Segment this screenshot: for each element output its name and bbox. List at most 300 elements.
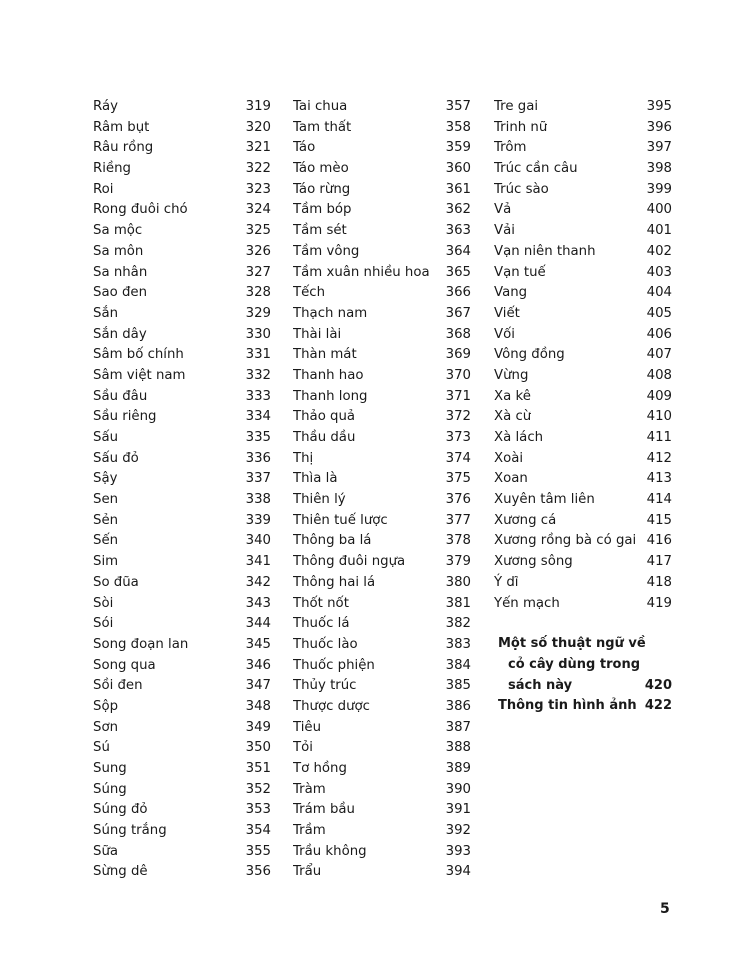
index-entry-term: Tếch (293, 285, 326, 301)
index-entry-page: 325 (245, 223, 271, 239)
index-entry-page: 336 (245, 450, 271, 466)
index-entry-term: Thông ba lá (293, 533, 372, 549)
index-entry (494, 345, 672, 366)
index-entry-term: Thị (293, 450, 314, 466)
index-entry-page: 344 (245, 616, 271, 632)
index-entry-page: 415 (646, 512, 672, 528)
index-entry (293, 862, 471, 883)
image-info-title: Thông tin hình ảnh (498, 698, 637, 714)
index-entry (93, 283, 271, 304)
index-entry (293, 656, 471, 677)
index-entry-term: Song đoạn lan (93, 636, 189, 652)
index-entry-term: Sấu (93, 430, 119, 445)
index-entry-term: Súng trắng (93, 823, 167, 839)
index-entry-term: Tầm sét (293, 223, 347, 239)
index-entry (494, 200, 672, 221)
index-entry-term: Tiêu (293, 719, 322, 735)
index-entry-page: 408 (646, 367, 672, 383)
index-entry-term: Thiên lý (293, 492, 346, 508)
index-entry-term: Sầu riêng (93, 409, 157, 425)
index-entry-term: Sừng dê (93, 864, 148, 880)
index-entry (93, 469, 271, 490)
index-entry-term: Thông đuôi ngựa (293, 554, 406, 570)
index-entry-term: Sim (93, 554, 119, 570)
index-entry-page: 332 (245, 367, 271, 383)
index-entry-page: 358 (445, 119, 471, 135)
index-entry-page: 393 (445, 843, 471, 859)
index-entry (93, 97, 271, 118)
index-entry-page: 368 (445, 326, 471, 342)
index-entry-term: Trẩu (293, 864, 322, 880)
index-entry (293, 780, 471, 801)
index-entry (293, 531, 471, 552)
index-entry-term: Rong đuôi chó (93, 202, 188, 218)
index-entry-page: 350 (245, 740, 271, 756)
index-entry-term: Táo (293, 140, 316, 156)
index-entry-term: Xa kê (494, 388, 531, 404)
index-entry-page: 400 (646, 202, 672, 218)
index-entry-term: Xà cừ (494, 409, 532, 425)
index-entry (293, 842, 471, 863)
index-entry (494, 552, 672, 573)
index-entry (93, 842, 271, 863)
index-entry-term: Thuốc phiện (293, 657, 375, 673)
index-entry (93, 118, 271, 139)
index-entry-term: Sấu đỏ (93, 450, 139, 466)
index-entry-page: 357 (445, 99, 471, 114)
index-entry-page: 385 (445, 678, 471, 694)
index-entry-page: 380 (445, 574, 471, 590)
index-entry-term: Thuốc lá (293, 616, 350, 632)
index-entry (293, 366, 471, 387)
index-entry-page: 366 (445, 285, 471, 301)
index-entry (93, 490, 271, 511)
index-entry-page: 388 (445, 740, 471, 756)
index-entry-term: Vừng (494, 367, 529, 383)
index-entry-term: Tầm vông (293, 243, 360, 259)
index-entry-term: Vạn niên thanh (494, 243, 596, 259)
index-entry-term: Roi (93, 181, 114, 197)
index-entry-page: 411 (646, 430, 672, 445)
index-entry (293, 97, 471, 118)
index-entry-term: Sòi (93, 595, 114, 611)
index-entry-term: Tre gai (494, 99, 539, 114)
index-entry-page: 348 (245, 698, 271, 714)
index-entry (93, 759, 271, 780)
index-entry-page: 373 (445, 430, 471, 445)
index-entry (93, 242, 271, 263)
index-entry-page: 342 (245, 574, 271, 590)
index-column-2 (293, 97, 471, 883)
index-entry-page: 392 (445, 823, 471, 839)
index-entry-page: 363 (445, 223, 471, 239)
index-entry (293, 304, 471, 325)
index-entry-page: 387 (445, 719, 471, 735)
index-entry-page: 333 (245, 388, 271, 404)
index-entry (293, 428, 471, 449)
index-entry-term: Xương rồng bà có gai (494, 533, 637, 549)
index-entry (93, 138, 271, 159)
index-entry (93, 594, 271, 615)
index-entry-term: Thốt nốt (293, 595, 349, 611)
index-entry-term: Thược dược (293, 698, 370, 714)
index-entry-term: Thanh hao (293, 367, 364, 383)
index-entry-term: Tai chua (293, 99, 348, 114)
index-entry-term: Riềng (93, 161, 131, 177)
index-entry-page: 334 (245, 409, 271, 425)
index-entry-term: Vông đồng (494, 347, 565, 363)
index-entry-term: Viết (494, 305, 520, 321)
index-entry-term: Tầm xuân nhiều hoa (293, 264, 430, 280)
index-entry (93, 428, 271, 449)
index-entry (293, 821, 471, 842)
index-entry (93, 449, 271, 470)
index-entry (494, 118, 672, 139)
index-column-3-entries (494, 97, 672, 614)
index-entry (93, 200, 271, 221)
image-info-entry (494, 696, 672, 717)
index-entry-term: Sa nhân (93, 264, 148, 280)
index-entry-page: 321 (245, 140, 271, 156)
index-entry-page: 354 (245, 823, 271, 839)
index-entry (293, 573, 471, 594)
index-entry-term: Xà lách (494, 430, 544, 445)
index-entry-page: 391 (445, 802, 471, 818)
index-entry-term: Tơ hồng (293, 761, 347, 776)
index-entry-term: Sú (93, 740, 110, 756)
glossary-title-line-3: sách này (508, 677, 573, 693)
index-entry (293, 800, 471, 821)
index-entry (93, 366, 271, 387)
index-entry (93, 304, 271, 325)
index-entry (293, 469, 471, 490)
index-entry (293, 387, 471, 408)
index-entry (93, 325, 271, 346)
index-entry (494, 573, 672, 594)
index-entry (293, 594, 471, 615)
index-entry (494, 138, 672, 159)
index-entry-page: 395 (646, 99, 672, 114)
index-entry (293, 325, 471, 346)
index-entry (494, 325, 672, 346)
index-entry (494, 511, 672, 532)
index-entry (93, 614, 271, 635)
index-entry (494, 366, 672, 387)
index-entry-term: Trinh nữ (494, 119, 548, 135)
index-entry-page: 340 (245, 533, 271, 549)
index-entry-term: Thài lài (293, 326, 342, 342)
index-entry-term: Thàn mát (293, 347, 357, 363)
index-entry-page: 329 (245, 305, 271, 321)
index-entry-term: Thủy trúc (293, 678, 357, 694)
index-entry (293, 138, 471, 159)
index-entry-term: Xương sông (494, 554, 573, 570)
index-entry-term: Xuyên tâm liên (494, 492, 595, 508)
index-entry (93, 387, 271, 408)
index-entry-term: Súng (93, 781, 127, 797)
index-entry-page: 419 (646, 595, 672, 611)
index-entry-page: 401 (646, 223, 672, 239)
index-entry-term: Tầm bóp (293, 202, 352, 218)
index-entry (293, 159, 471, 180)
index-entry (293, 180, 471, 201)
index-entry (93, 345, 271, 366)
index-entry (494, 387, 672, 408)
index-column-3 (494, 97, 672, 717)
glossary-page-number: 420 (644, 677, 672, 693)
index-entry (293, 676, 471, 697)
index-entry-page: 412 (646, 450, 672, 466)
index-entry (293, 283, 471, 304)
index-entry-term: Thìa là (293, 471, 338, 487)
page-number: 5 (660, 901, 670, 917)
index-entry (293, 738, 471, 759)
index-entry-page: 403 (646, 264, 672, 280)
index-entry-term: Xoài (494, 450, 524, 466)
index-entry (494, 263, 672, 284)
index-entry-term: Sâm bố chính (93, 347, 184, 363)
index-entry (293, 449, 471, 470)
index-entry-page: 376 (445, 492, 471, 508)
index-entry (93, 573, 271, 594)
index-entry-page: 320 (245, 119, 271, 135)
index-entry-page: 382 (445, 616, 471, 632)
index-entry-term: Trầu không (293, 843, 367, 859)
index-entry-page: 328 (245, 285, 271, 301)
index-entry-term: Sầu đâu (93, 388, 148, 404)
index-entry-page: 414 (646, 492, 672, 508)
index-entry-page: 364 (445, 243, 471, 259)
index-entry-term: Sa môn (93, 243, 144, 259)
glossary-title-line-2: cỏ cây dùng trong (508, 656, 641, 672)
index-entry-term: Ý dĩ (494, 574, 519, 590)
index-entry (293, 200, 471, 221)
index-entry-term: Tỏi (293, 740, 313, 756)
index-entry (293, 614, 471, 635)
index-entry (494, 221, 672, 242)
index-entry-page: 347 (245, 678, 271, 694)
glossary-entry-line-1 (494, 634, 672, 655)
index-entry-page: 341 (245, 554, 271, 570)
index-entry-term: Tam thất (293, 119, 352, 135)
index-entry (293, 407, 471, 428)
index-entry-term: Sơn (93, 719, 119, 735)
index-entry-page: 351 (245, 761, 271, 776)
glossary-entry-line-2 (494, 655, 672, 676)
index-entry (494, 469, 672, 490)
index-entry-page: 359 (445, 140, 471, 156)
index-entry-page: 399 (646, 181, 672, 197)
index-entry (293, 697, 471, 718)
index-entry-term: Song qua (93, 657, 156, 673)
index-entry-page: 324 (245, 202, 271, 218)
index-entry-page: 374 (445, 450, 471, 466)
index-entry (93, 511, 271, 532)
index-entry-page: 416 (646, 533, 672, 549)
index-entry-term: Vạn tuế (494, 264, 546, 280)
index-entry-page: 377 (445, 512, 471, 528)
index-entry (293, 490, 471, 511)
index-entry-page: 404 (646, 285, 672, 301)
index-entry-page: 413 (646, 471, 672, 487)
index-entry-term: Trầm (293, 823, 326, 839)
index-entry-term: Râm bụt (93, 119, 150, 135)
index-entry (293, 759, 471, 780)
index-entry-page: 326 (245, 243, 271, 259)
index-entry-page: 396 (646, 119, 672, 135)
index-entry (494, 180, 672, 201)
index-entry-page: 349 (245, 719, 271, 735)
index-entry-page: 362 (445, 202, 471, 218)
index-entry-term: Sói (93, 616, 114, 632)
index-entry-term: Trôm (494, 140, 527, 156)
index-column-1 (93, 97, 271, 883)
index-entry (293, 118, 471, 139)
index-entry-term: Sen (93, 492, 119, 508)
index-entry-page: 418 (646, 574, 672, 590)
index-entry-term: Trúc sào (494, 181, 549, 197)
index-entry-page: 378 (445, 533, 471, 549)
index-entry-term: Táo mèo (293, 161, 349, 177)
index-entry (494, 97, 672, 118)
index-entry (93, 718, 271, 739)
index-entry-term: Thiên tuế lược (293, 512, 388, 528)
index-entry (293, 552, 471, 573)
index-entry (293, 263, 471, 284)
index-entry (494, 594, 672, 615)
index-entry-term: Súng đỏ (93, 802, 148, 818)
index-entry-term: Tràm (293, 781, 326, 797)
index-entry (93, 635, 271, 656)
index-entry-page: 353 (245, 802, 271, 818)
index-entry-page: 337 (245, 471, 271, 487)
index-entry-term: Vải (494, 223, 515, 239)
index-entry-term: Sao đen (93, 285, 147, 301)
index-entry-page: 402 (646, 243, 672, 259)
index-entry (494, 449, 672, 470)
index-entry-page: 384 (445, 657, 471, 673)
index-entry-term: Thuốc lào (293, 636, 358, 652)
index-entry-term: Vối (494, 326, 515, 342)
index-entry-page: 327 (245, 264, 271, 280)
index-entry-page: 330 (245, 326, 271, 342)
index-entry-page: 322 (245, 161, 271, 177)
index-entry-page: 360 (445, 161, 471, 177)
index-entry (494, 407, 672, 428)
index-entry-term: Thạch nam (293, 305, 368, 321)
index-entry-term: Sắn dây (93, 326, 147, 342)
index-entry (93, 676, 271, 697)
index-entry-term: Râu rồng (93, 140, 154, 156)
index-entry (494, 304, 672, 325)
index-entry-term: Sâm việt nam (93, 367, 186, 383)
index-entry-page: 365 (445, 264, 471, 280)
index-entry (494, 283, 672, 304)
index-entry (93, 780, 271, 801)
index-entry-term: Thầu dầu (293, 430, 356, 445)
index-entry-term: Vang (494, 285, 528, 301)
index-entry-page: 407 (646, 347, 672, 363)
index-entry-term: Xương cá (494, 512, 557, 528)
index-entry-page: 343 (245, 595, 271, 611)
index-entry-page: 339 (245, 512, 271, 528)
index-entry (93, 738, 271, 759)
index-entry-page: 323 (245, 181, 271, 197)
index-entry-page: 405 (646, 305, 672, 321)
index-entry-term: Sến (93, 533, 119, 549)
index-entry-page: 361 (445, 181, 471, 197)
image-info-page-number: 422 (644, 698, 672, 714)
index-entry (494, 531, 672, 552)
index-entry-page: 345 (245, 636, 271, 652)
index-entry-page: 355 (245, 843, 271, 859)
index-entry (293, 221, 471, 242)
index-entry-page: 319 (245, 99, 271, 114)
index-entry (93, 531, 271, 552)
index-entry-term: Vả (494, 202, 512, 218)
index-entry-page: 417 (646, 554, 672, 570)
index-entry-term: Thông hai lá (293, 574, 376, 590)
index-entry-term: Sắn (93, 305, 119, 321)
index-entry-page: 398 (646, 161, 672, 177)
index-entry-term: Sẻn (93, 512, 119, 528)
index-entry (494, 490, 672, 511)
index-entry (93, 159, 271, 180)
index-entry-term: So đũa (93, 574, 139, 590)
index-entry (93, 552, 271, 573)
index-entry (93, 180, 271, 201)
index-entry (93, 862, 271, 883)
index-entry-page: 346 (245, 657, 271, 673)
index-entry-term: Ráy (93, 99, 118, 114)
index-entry (293, 511, 471, 532)
index-entry (93, 221, 271, 242)
glossary-entry-line-3 (494, 676, 672, 697)
index-entry (93, 821, 271, 842)
index-entry (93, 656, 271, 677)
index-entry-page: 397 (646, 140, 672, 156)
index-entry-page: 331 (245, 347, 271, 363)
index-entry-page: 379 (445, 554, 471, 570)
index-entry (293, 345, 471, 366)
index-entry-page: 381 (445, 595, 471, 611)
index-entry-term: Sồi đen (93, 678, 143, 694)
index-entry (293, 718, 471, 739)
index-entry (494, 159, 672, 180)
index-entry-term: Trúc cần câu (494, 161, 578, 177)
index-entry (494, 242, 672, 263)
index-entry-term: Sữa (93, 843, 119, 859)
index-entry (494, 428, 672, 449)
index-entry-page: 352 (245, 781, 271, 797)
index-entry-term: Sậy (93, 471, 118, 487)
index-entry-page: 386 (445, 698, 471, 714)
index-entry (293, 635, 471, 656)
index-entry (93, 697, 271, 718)
index-entry-term: Yến mạch (494, 595, 560, 611)
index-entry-page: 372 (445, 409, 471, 425)
index-entry-page: 370 (445, 367, 471, 383)
index-entry-page: 356 (245, 864, 271, 880)
index-entry-page: 369 (445, 347, 471, 363)
index-entry-term: Sa mộc (93, 223, 143, 239)
back-matter-entries (494, 634, 672, 717)
index-entry-term: Thảo quả (293, 409, 356, 425)
index-entry-term: Sung (93, 761, 127, 776)
index-entry (293, 242, 471, 263)
index-entry-term: Xoan (494, 471, 528, 487)
index-entry-term: Táo rừng (293, 181, 351, 197)
